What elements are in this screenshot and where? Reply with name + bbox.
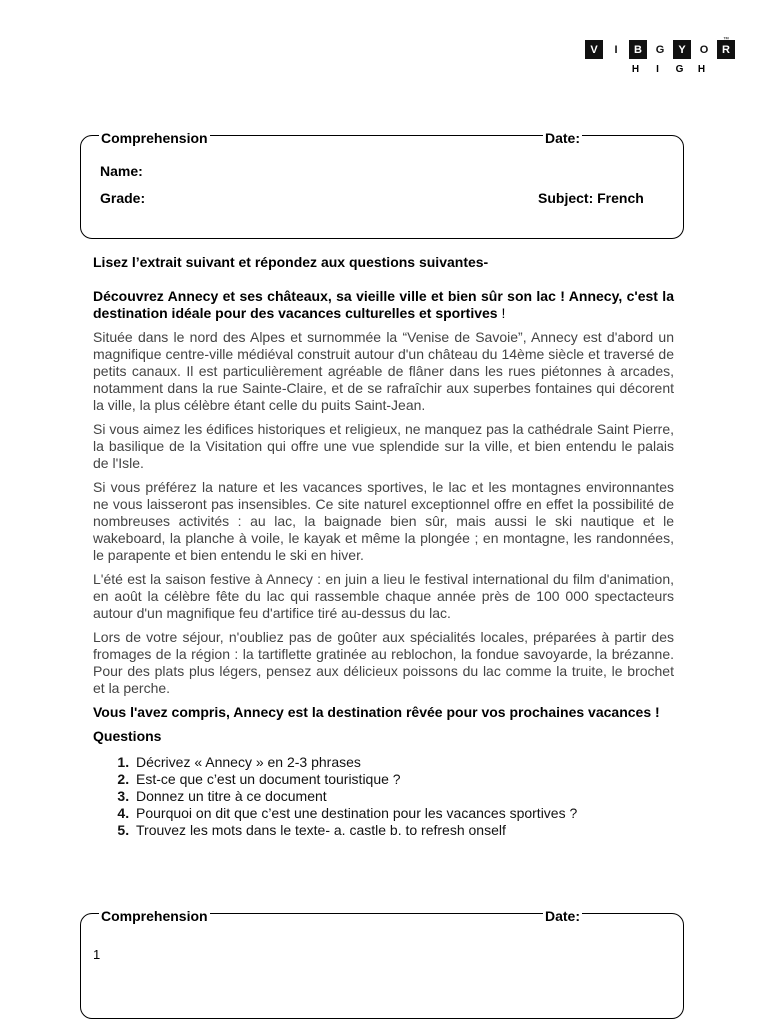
question-item: 2. Est-ce que c’est un document touristique ? <box>133 771 674 788</box>
intro-bold: Découvrez Annecy et ses châteaux, sa vieille ville et bien sûr son lac ! Annecy, c'est la destination idéale pour des vacances culturelles et sportives <box>93 288 674 321</box>
date-label-bottom: Date: <box>545 908 581 924</box>
question-item: 1. Décrivez « Annecy » en 2-3 phrases <box>133 754 674 771</box>
logo-letter: G <box>651 40 669 59</box>
logo-letter: B <box>629 40 647 59</box>
student-info-box <box>80 135 684 239</box>
logo-sub-letter: H <box>697 64 707 75</box>
paragraph: Si vous préférez la nature et les vacances sportives, le lac et les montagnes environnantes ne vous laisseront pas insensibles. Ce site naturel exceptionnel offre en effet la possibilité de nombreuses activités : au lac, la baignade bien sûr, mais aussi le ski nautique et le wakeboard, la planche à voile, le kayak et même la plongée ; en montagne, les randonnées, le parapente et bien entendu le ski en hiver. <box>93 479 674 563</box>
intro-text <box>93 288 674 322</box>
question-item: 3. Donnez un titre à ce document <box>133 788 674 805</box>
date-label: Date: <box>545 130 581 146</box>
logo-letter: I <box>607 40 625 59</box>
logo-letter: V <box>585 40 603 59</box>
question-item: 4. Pourquoi on dit que c’est une destination pour les vacances sportives ? <box>133 805 674 822</box>
intro-tail: ! <box>497 305 506 321</box>
paragraph: Située dans le nord des Alpes et surnommée la “Venise de Savoie”, Annecy est d'abord un magnifique centre-ville médiéval construit autour d'un château du 14ème siècle et traversé de petits canaux. Il est particulièrement agréable de flâner dans les rues piétonnes à arcades, notamment dans la rue Sainte-Claire, et de se rafraîchir aux superbes fontaines qui décorent la ville, la plus célèbre étant celle du puits Saint-Jean. <box>93 329 674 413</box>
paragraph: Si vous aimez les édifices historiques et religieux, ne manquez pas la cathédrale Saint Pierre, la basilique de la Visitation qui offre une vue splendide sur la ville, et bien entendu le palais de l'Isle. <box>93 421 674 471</box>
next-page-header-box <box>80 913 684 1019</box>
grade-field: Grade: <box>100 190 146 206</box>
logo-letter: O <box>695 40 713 59</box>
conclusion: Vous l'avez compris, Annecy est la destination rêvée pour vos prochaines vacances ! <box>93 704 660 720</box>
comprehension-label: Comprehension <box>101 130 208 146</box>
logo-trademark: ™ <box>723 37 729 43</box>
paragraph: Lors de votre séjour, n'oubliez pas de goûter aux spécialités locales, préparées à partir des fromages de la région : la tartiflette gratinée au reblochon, la fondue savoyarde, la brézanne. Pour des plats plus légers, pensez aux délicieux poissons du lac comme la truite, le brochet et la perche. <box>93 629 674 696</box>
questions-title: Questions <box>93 728 162 744</box>
logo-letter: Y <box>673 40 691 59</box>
logo-sub-letter: H <box>631 64 641 75</box>
logo-subtitle <box>625 64 739 75</box>
logo-letters <box>585 40 739 59</box>
logo-sub-letter: G <box>675 64 685 75</box>
page-number: 1 <box>93 947 101 962</box>
logo-sub-letter: I <box>656 64 660 75</box>
question-item: 5. Trouvez les mots dans le texte- a. castle b. to refresh onself <box>133 822 674 839</box>
logo-letter: R <box>717 40 735 59</box>
comprehension-label-bottom: Comprehension <box>101 908 208 924</box>
subject-field: Subject: French <box>538 190 644 206</box>
vibgyor-logo <box>585 37 739 75</box>
instruction: Lisez l’extrait suivant et répondez aux questions suivantes- <box>93 254 489 270</box>
name-field: Name: <box>100 163 143 179</box>
questions-list <box>93 754 674 839</box>
document-body <box>93 254 674 839</box>
paragraph: L'été est la saison festive à Annecy : en juin a lieu le festival international du film d'animation, en août la célèbre fête du lac qui rassemble chaque année près de 100 000 spectacteurs autour d'un magnifique feu d'artifice tiré au-dessus du lac. <box>93 571 674 621</box>
